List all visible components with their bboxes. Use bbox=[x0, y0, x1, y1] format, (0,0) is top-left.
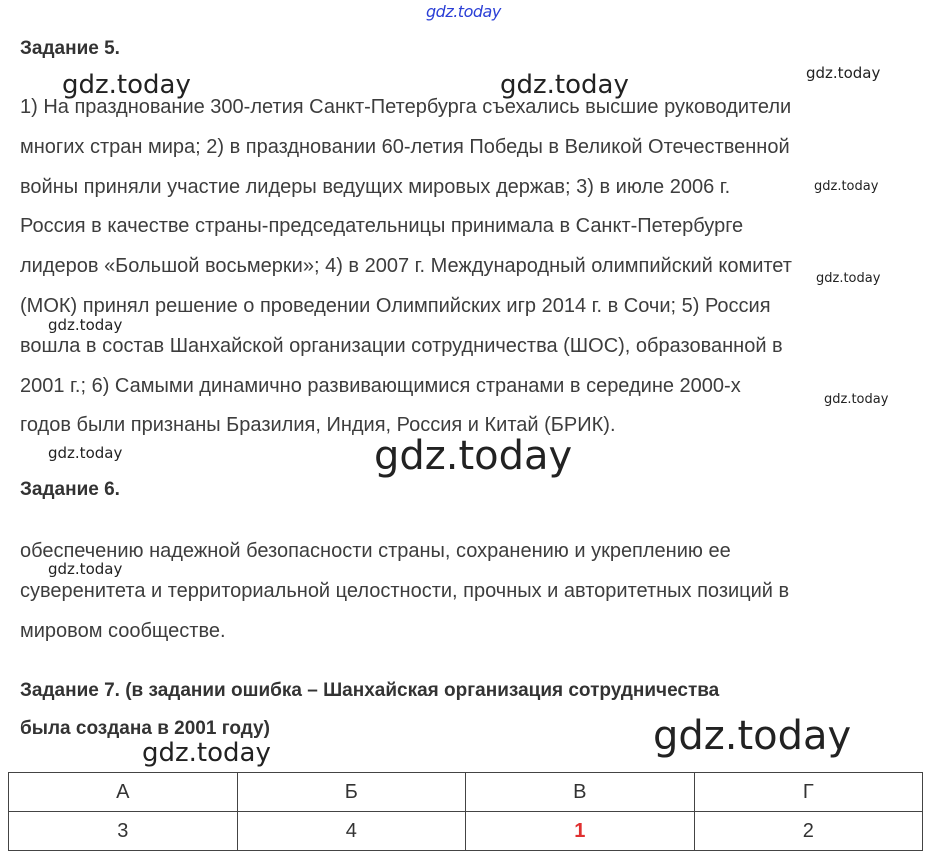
task5-line: многих стран мира; 2) в праздновании 60-летия Победы в Великой Отечественной bbox=[20, 135, 790, 158]
watermark: gdz.today bbox=[142, 738, 271, 768]
task6-title: Задание 6. bbox=[20, 479, 120, 500]
task5-line: войны приняли участие лидеры ведущих мировых держав; 3) в июле 2006 г. bbox=[20, 175, 731, 198]
watermark: gdz.today bbox=[816, 271, 881, 286]
task6-text bbox=[20, 532, 920, 651]
answer-value-cell: 3 bbox=[9, 812, 238, 851]
task5-line: лидеров «Большой восьмерки»; 4) в 2007 г. Международный олимпийский комитет bbox=[20, 255, 792, 278]
watermark: gdz.today bbox=[48, 560, 123, 578]
answer-value-cell-highlighted: 1 bbox=[466, 812, 695, 851]
task5-title: Задание 5. bbox=[20, 38, 120, 59]
watermark: gdz.today bbox=[500, 70, 629, 100]
answer-header-cell: Б bbox=[237, 773, 466, 812]
answer-table-value-row bbox=[9, 812, 923, 851]
task5-line: 1) На празднование 300-летия Санкт-Петербурга съехались высшие руководители bbox=[20, 96, 792, 118]
answer-value-cell: 4 bbox=[237, 812, 466, 851]
watermark-top: gdz.today bbox=[426, 2, 501, 21]
answer-table-header-row bbox=[9, 773, 923, 812]
task5-text bbox=[20, 88, 920, 446]
answer-value-cell: 2 bbox=[694, 812, 923, 851]
task5-line: годов были признаны Бразилия, Индия, Россия и Китай (БРИК). bbox=[20, 414, 616, 437]
answer-table bbox=[8, 772, 923, 851]
watermark: gdz.today bbox=[806, 64, 881, 82]
task6-line: обеспечению надежной безопасности страны, сохранению и укреплению ее bbox=[20, 540, 731, 562]
watermark: gdz.today bbox=[374, 433, 573, 479]
answer-header-cell: Г bbox=[694, 773, 923, 812]
watermark: gdz.today bbox=[62, 70, 191, 100]
watermark: gdz.today bbox=[653, 713, 852, 759]
task7-title-line2: была создана в 2001 году) bbox=[20, 718, 270, 739]
watermark: gdz.today bbox=[48, 444, 123, 462]
task5-line: (МОК) принял решение о проведении Олимпийских игр 2014 г. в Сочи; 5) Россия bbox=[20, 294, 771, 317]
task5-line: 2001 г.; 6) Самыми динамично развивающимися странами в середине 2000-х bbox=[20, 374, 741, 397]
task6-line: мировом сообществе. bbox=[20, 619, 226, 642]
task7-title-line1: Задание 7. (в задании ошибка – Шанхайская организация сотрудничества bbox=[20, 680, 720, 701]
task5-line: вошла в состав Шанхайской организации сотрудничества (ШОС), образованной в bbox=[20, 334, 783, 357]
watermark: gdz.today bbox=[814, 179, 879, 194]
task6-line: суверенитета и территориальной целостности, прочных и авторитетных позиций в bbox=[20, 579, 790, 602]
watermark: gdz.today bbox=[48, 316, 123, 334]
answer-header-cell: А bbox=[9, 773, 238, 812]
watermark: gdz.today bbox=[824, 392, 889, 407]
task5-line: Россия в качестве страны-председательницы принимала в Санкт-Петербурге bbox=[20, 215, 744, 238]
answer-header-cell: В bbox=[466, 773, 695, 812]
